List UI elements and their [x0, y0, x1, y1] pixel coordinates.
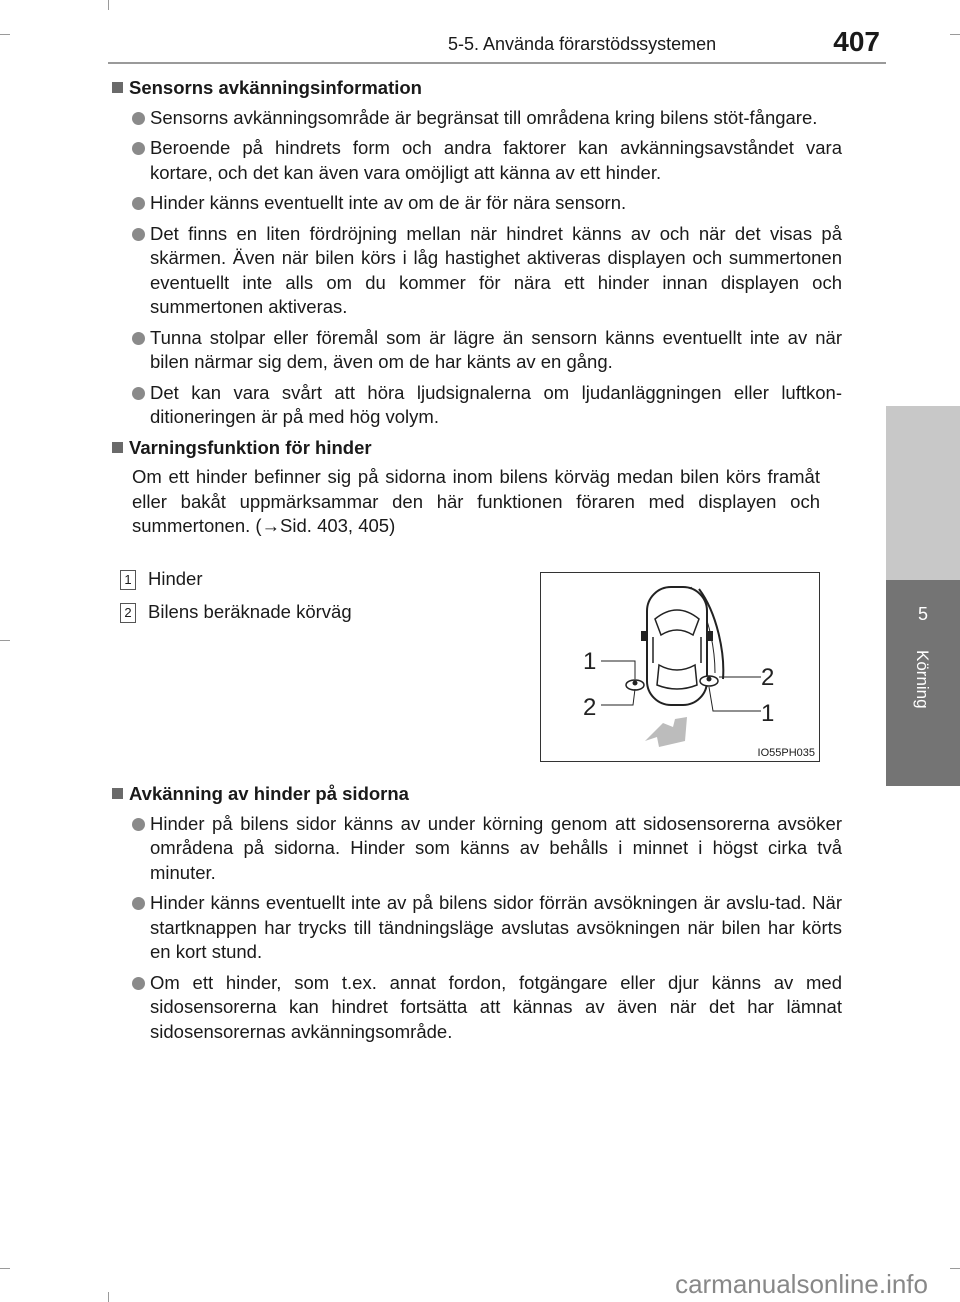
chapter-number: 5 [917, 604, 928, 624]
list-item: Beroende på hindrets form och andra faktorer kan avkänningsavståndet vara kortare, och det kan även vara omöjligt att känna av ett hinder. [132, 136, 842, 185]
callout-1-right: 1 [761, 700, 775, 727]
paragraph: Om ett hinder befinner sig på sidorna inom bilens körväg medan bilen körs framåt eller bakåt uppmärksammar den här funktionen föraren med displayen och summertonen. (→Sid. 403, 405) [132, 466, 820, 536]
header-rule [108, 62, 886, 64]
list-item: Sensorns avkänningsområde är begränsat till områdena kring bilens stöt-fångare. [132, 106, 842, 131]
page-number: 407 [833, 26, 880, 57]
list-item: Om ett hinder, som t.ex. annat fordon, fotgängare eller djur känns av med sidosensorerna kan hindret fortsätta att kännas av även när det har lämnat sidosensorernas avkänningsområde. [132, 971, 842, 1045]
crop-mark [0, 34, 10, 35]
section-heading: Avkänning av hinder på sidorna [112, 782, 842, 807]
lower-content [112, 782, 842, 1050]
callout-2-right: 2 [761, 664, 775, 691]
section-heading: Varningsfunktion för hinder [112, 436, 842, 461]
side-tab-upper [886, 406, 960, 580]
crop-mark [108, 1292, 109, 1302]
callout-2-left: 2 [583, 694, 597, 721]
square-bullet-icon [112, 82, 123, 93]
legend-label: Hinder [148, 568, 203, 589]
crop-mark [950, 34, 960, 35]
chapter-tab [886, 580, 960, 786]
list-item: Hinder känns eventuellt inte av om de är för nära sensorn. [132, 191, 842, 216]
square-bullet-icon [112, 442, 123, 453]
legend-item [120, 568, 203, 590]
callout-number: 2 [120, 603, 136, 623]
list-item: Det kan vara svårt att höra ljudsignalerna om ljudanläggningen eller luftkon-ditioneringen är på med hög volym. [132, 381, 842, 430]
chapter-label: Körning [913, 650, 932, 709]
section-heading: Sensorns avkänningsinformation [112, 76, 842, 101]
parking-sensor-figure [540, 572, 820, 762]
car-top-view-illustration [541, 573, 819, 761]
list-item: Hinder känns eventuellt inte av på bilens sidor förrän avsökningen är avslu-tad. När startknappen har trycks till tändningsläge avslutas avsökningen när bilen har körts en kort stund. [132, 891, 842, 965]
legend-item [120, 601, 352, 623]
crop-mark [0, 640, 10, 641]
list-item: Tunna stolpar eller föremål som är lägre än sensorn känns eventuellt inte av när bilen närmar sig dem, även om de har känts av en gång. [132, 326, 842, 375]
figure-code: IO55PH035 [757, 747, 815, 759]
list-item: Det finns en liten fördröjning mellan när hindret känns av och när det visas på skärmen. Även när bilen körs i låg hastighet aktiveras displayen och summertonen eventuellt inte alls om du kommer för nära ett hinder innan displayen och summertonen aktiveras. [132, 222, 842, 320]
crop-mark [108, 0, 109, 10]
legend-label: Bilens beräknade körväg [148, 601, 352, 622]
crop-mark [0, 1268, 10, 1269]
main-content [112, 76, 842, 549]
square-bullet-icon [112, 788, 123, 799]
list-item: Hinder på bilens sidor känns av under körning genom att sidosensorerna avsöker områdena på sidorna. Hinder som känns av behålls i minnet i högst cirka två minuter. [132, 812, 842, 886]
callout-number: 1 [120, 570, 136, 590]
watermark: carmanualsonline.info [675, 1269, 928, 1299]
callout-1-left: 1 [583, 648, 597, 675]
section-title: 5-5. Använda förarstödssystemen [448, 34, 717, 54]
crop-mark [950, 1268, 960, 1269]
